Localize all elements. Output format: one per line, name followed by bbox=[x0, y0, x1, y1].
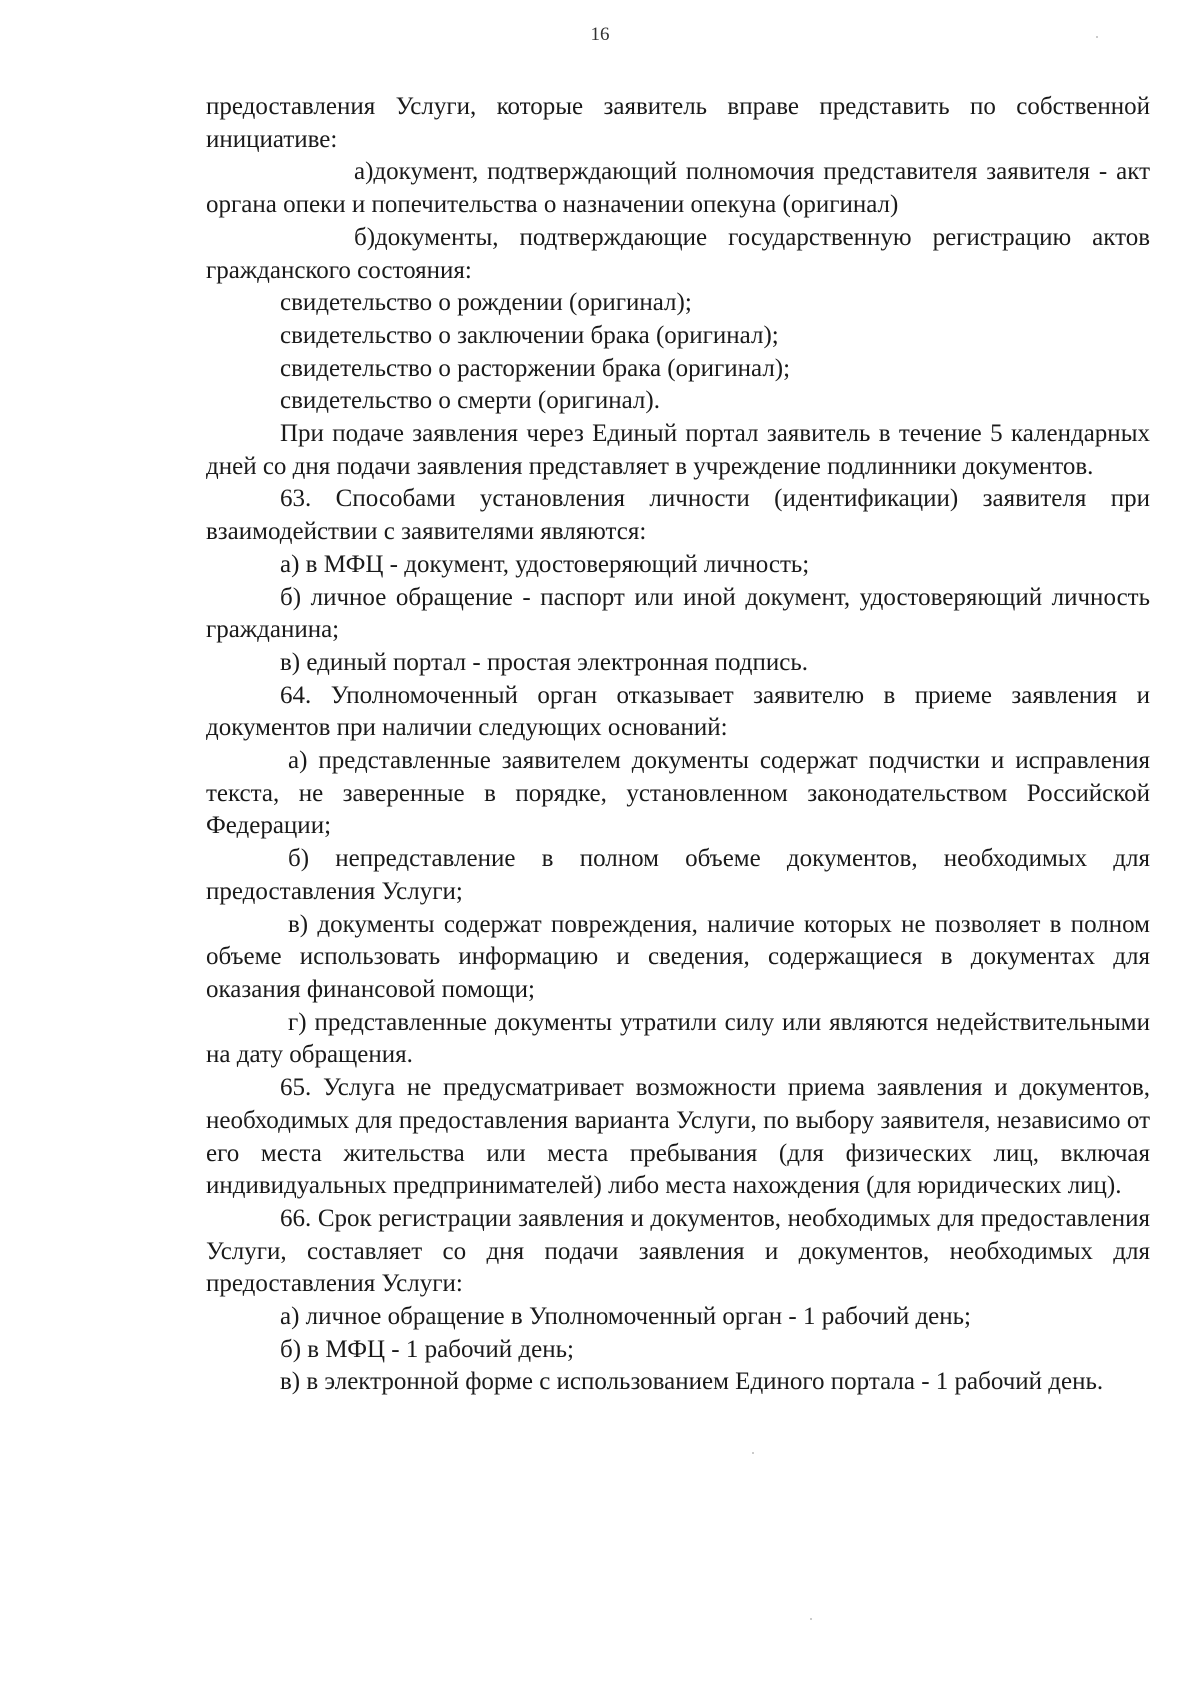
paragraph: б) непредставление в полном объеме документов, необходимых для предоставления Услуги; bbox=[206, 845, 1150, 905]
paragraph: б) в МФЦ - 1 рабочий день; bbox=[280, 1335, 574, 1363]
paragraph: 63. Способами установления личности (идентификации) заявителя при взаимодействии с заявителями являются: bbox=[206, 485, 1150, 546]
paragraph: в) документы содержат повреждения, наличие которых не позволяет в полном объеме использовать информацию и сведения, содержащиеся в документах для оказания финансовой помощи; bbox=[206, 910, 1150, 1003]
scan-speck bbox=[810, 1618, 812, 1620]
paragraph: в) единый портал - простая электронная подпись. bbox=[280, 648, 809, 676]
paragraph: При подаче заявления через Единый портал заявитель в течение 5 календарных дней со дня подачи заявления представляет в учреждение подлинники документов. bbox=[206, 420, 1150, 480]
paragraph: 64. Уполномоченный орган отказывает заявителю в приеме заявления и документов при наличии следующих оснований: bbox=[206, 681, 1150, 742]
scan-speck bbox=[1096, 36, 1098, 38]
paragraph: 65. Услуга не предусматривает возможности приема заявления и документов, необходимых для предоставления варианта Услуги, по выбору заявителя, независимо от его места жительства или места пребывания (для физических лиц, включая индивидуальных предпринимателей) либо места нахождения (для юридических лиц). bbox=[206, 1074, 1150, 1200]
list-item-label: а) bbox=[354, 158, 374, 186]
document-body bbox=[206, 91, 1150, 1399]
paragraph: а) представленные заявителем документы содержат подчистки и исправления текста, не заверенные в порядке, установленном законодательством Российской Федерации; bbox=[206, 747, 1150, 840]
paragraph: предоставления Услуги, которые заявитель вправе представить по собственной инициативе: bbox=[206, 93, 1150, 153]
sublist-item: свидетельство о смерти (оригинал). bbox=[280, 387, 660, 415]
list-item-text: документы, подтверждающие государственную регистрацию актов гражданского состояния: bbox=[206, 223, 1150, 284]
list-item-text: документ, подтверждающий полномочия представителя заявителя - акт органа опеки и попечительства о назначении опекуна (оригинал) bbox=[206, 158, 1150, 219]
list-item-label: б) bbox=[354, 223, 376, 251]
paragraph: б) личное обращение - паспорт или иной документ, удостоверяющий личность гражданина; bbox=[206, 583, 1150, 644]
sublist-item: свидетельство о рождении (оригинал); bbox=[280, 289, 692, 317]
sublist-item: свидетельство о заключении брака (оригинал); bbox=[280, 321, 779, 349]
paragraph: 66. Срок регистрации заявления и документов, необходимых для предоставления Услуги, составляет со дня подачи заявления и документов, необходимых для предоставления Услуги: bbox=[206, 1204, 1150, 1298]
paragraph: а) личное обращение в Уполномоченный орган - 1 рабочий день; bbox=[280, 1303, 972, 1331]
sublist-item: свидетельство о расторжении брака (оригинал); bbox=[280, 354, 791, 382]
scan-speck bbox=[752, 1452, 754, 1454]
paragraph: а) в МФЦ - документ, удостоверяющий личность; bbox=[280, 550, 810, 578]
page-number: 16 bbox=[590, 24, 610, 45]
list-item bbox=[206, 222, 1150, 287]
paragraph: в) в электронной форме с использованием Единого портала - 1 рабочий день. bbox=[280, 1368, 1104, 1396]
paragraph: г) представленные документы утратили силу или являются недействительными на дату обращения. bbox=[206, 1008, 1150, 1069]
list-item bbox=[206, 156, 1150, 221]
